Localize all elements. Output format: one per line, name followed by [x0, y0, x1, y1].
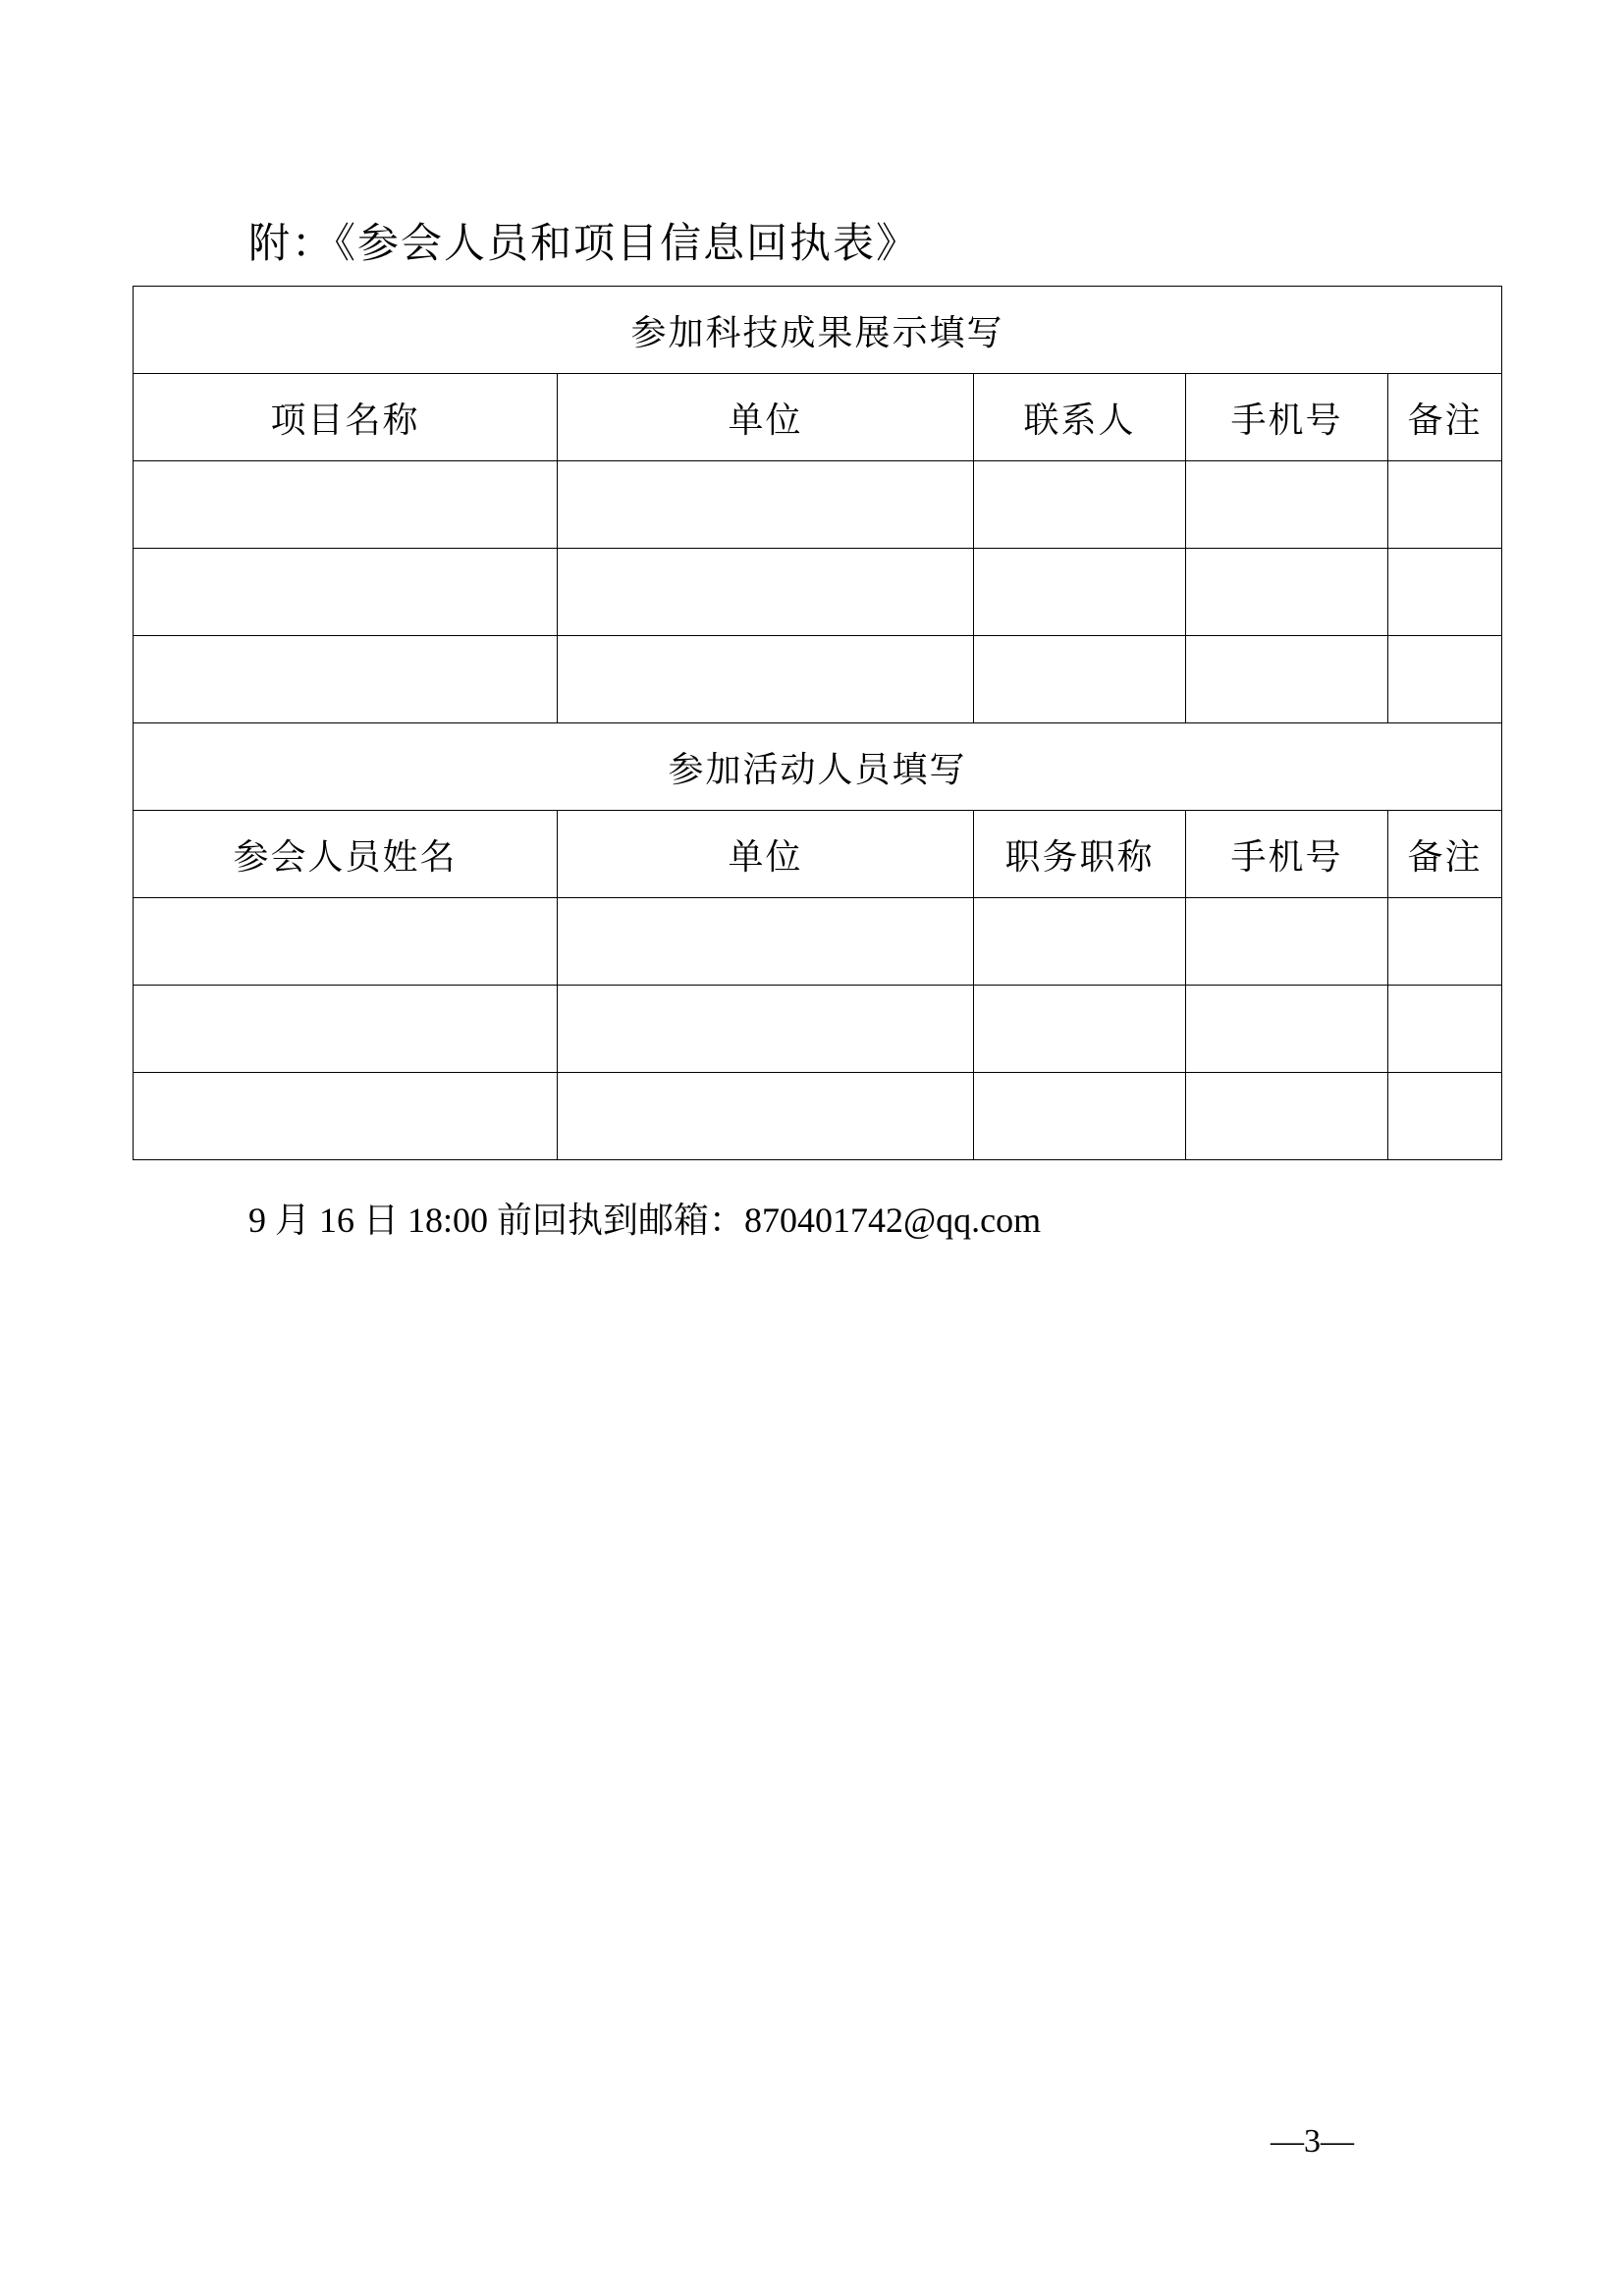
column-header-phone: 手机号	[1186, 811, 1388, 898]
section-heading-row	[134, 723, 1502, 811]
project-name-cell[interactable]	[134, 636, 558, 723]
column-header-unit: 单位	[558, 374, 974, 461]
column-header-contact: 联系人	[974, 374, 1186, 461]
contact-cell[interactable]	[974, 636, 1186, 723]
remarks-cell[interactable]	[1388, 636, 1502, 723]
column-header-attendee-name: 参会人员姓名	[134, 811, 558, 898]
phone-cell[interactable]	[1186, 461, 1388, 549]
remarks-cell[interactable]	[1388, 549, 1502, 636]
unit-cell[interactable]	[558, 461, 974, 549]
unit-cell[interactable]	[558, 898, 974, 986]
table-row	[134, 636, 1502, 723]
column-header-position-title: 职务职称	[974, 811, 1186, 898]
attendee-name-cell[interactable]	[134, 898, 558, 986]
column-header-unit: 单位	[558, 811, 974, 898]
deadline-note: 9 月 16 日 18:00 前回执到邮箱：870401742@qq.com	[248, 1201, 1042, 1240]
column-header-remarks: 备注	[1388, 811, 1502, 898]
table-row	[134, 461, 1502, 549]
project-name-cell[interactable]	[134, 461, 558, 549]
section-heading-attendees: 参加活动人员填写	[134, 723, 1502, 811]
position-title-cell[interactable]	[974, 986, 1186, 1073]
table-row	[134, 1073, 1502, 1160]
column-header-phone: 手机号	[1186, 374, 1388, 461]
phone-cell[interactable]	[1186, 1073, 1388, 1160]
section-heading-exhibition: 参加科技成果展示填写	[134, 287, 1502, 374]
phone-cell[interactable]	[1186, 549, 1388, 636]
attendee-name-cell[interactable]	[134, 1073, 558, 1160]
phone-cell[interactable]	[1186, 898, 1388, 986]
unit-cell[interactable]	[558, 549, 974, 636]
position-title-cell[interactable]	[974, 1073, 1186, 1160]
phone-cell[interactable]	[1186, 636, 1388, 723]
unit-cell[interactable]	[558, 1073, 974, 1160]
header-row	[134, 374, 1502, 461]
receipt-form-table	[133, 286, 1502, 1160]
contact-cell[interactable]	[974, 549, 1186, 636]
page-title: 附：《参会人员和项目信息回执表》	[248, 219, 920, 267]
unit-cell[interactable]	[558, 986, 974, 1073]
table-row	[134, 986, 1502, 1073]
unit-cell[interactable]	[558, 636, 974, 723]
header-row	[134, 811, 1502, 898]
attendee-name-cell[interactable]	[134, 986, 558, 1073]
contact-cell[interactable]	[974, 461, 1186, 549]
position-title-cell[interactable]	[974, 898, 1186, 986]
remarks-cell[interactable]	[1388, 1073, 1502, 1160]
project-name-cell[interactable]	[134, 549, 558, 636]
table-row	[134, 549, 1502, 636]
remarks-cell[interactable]	[1388, 986, 1502, 1073]
section-heading-row	[134, 287, 1502, 374]
phone-cell[interactable]	[1186, 986, 1388, 1073]
remarks-cell[interactable]	[1388, 898, 1502, 986]
page-number: —3—	[1271, 2123, 1354, 2160]
remarks-cell[interactable]	[1388, 461, 1502, 549]
table-row	[134, 898, 1502, 986]
column-header-project-name: 项目名称	[134, 374, 558, 461]
column-header-remarks: 备注	[1388, 374, 1502, 461]
